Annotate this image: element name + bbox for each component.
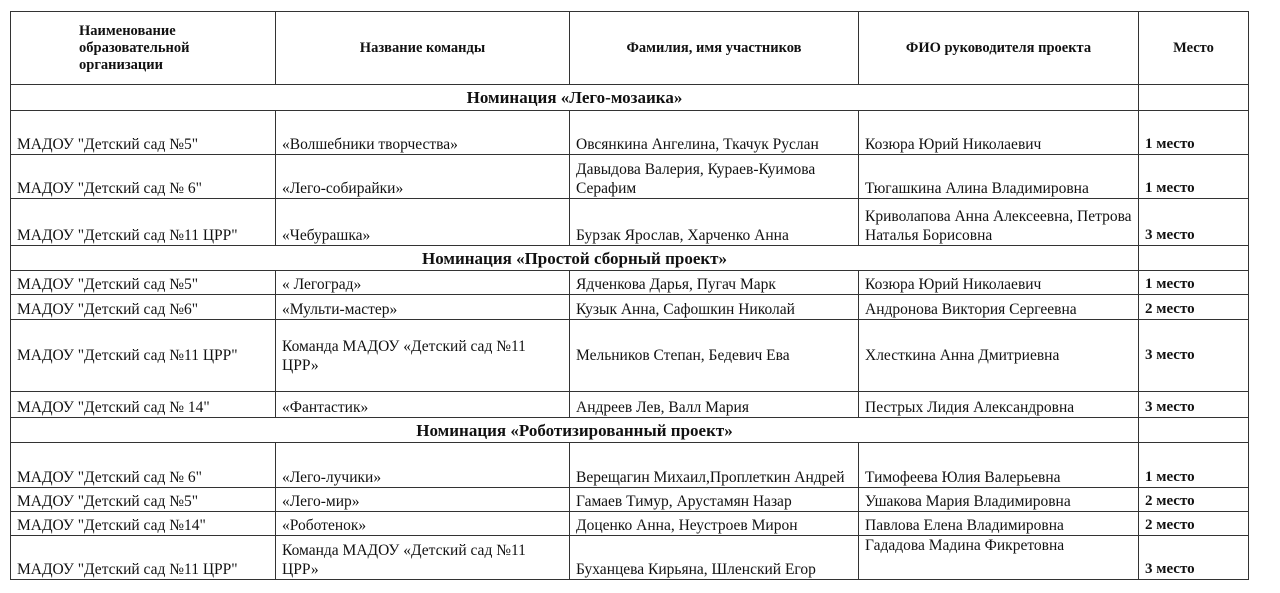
header-participants: Фамилия, имя участников [570,12,859,85]
cell-org: МАДОУ "Детский сад №11 ЦРР" [11,199,276,246]
nomination-row [11,85,1249,111]
cell-org: МАДОУ "Детский сад № 6" [11,443,276,488]
cell-place: 1 место [1139,111,1249,155]
table-row [11,443,1249,488]
cell-leader: Тюгашкина Алина Владимировна [859,155,1139,199]
cell-place: 3 место [1139,199,1249,246]
cell-team: «Мульти-мастер» [276,295,570,320]
cell-place: 1 место [1139,443,1249,488]
table-row [11,295,1249,320]
nomination-title: Номинация «Лего-мозаика» [11,85,1139,111]
empty-cell [1139,85,1249,111]
cell-leader: Андронова Виктория Сергеевна [859,295,1139,320]
table-row [11,536,1249,580]
table-row [11,271,1249,295]
cell-participants: Овсянкина Ангелина, Ткачук Руслан [570,111,859,155]
nomination-row [11,246,1249,271]
cell-leader: Козюра Юрий Николаевич [859,271,1139,295]
cell-participants: Андреев Лев, Валл Мария [570,392,859,418]
cell-participants: Верещагин Михаил,Проплеткин Андрей [570,443,859,488]
cell-leader: Ушакова Мария Владимировна [859,488,1139,512]
table-row [11,320,1249,392]
header-leader: ФИО руководителя проекта [859,12,1139,85]
cell-leader: Криволапова Анна Алексеевна, Петрова Наталья Борисовна [859,199,1139,246]
cell-team: «Лего-собирайки» [276,155,570,199]
cell-place: 3 место [1139,392,1249,418]
cell-leader: Павлова Елена Владимировна [859,512,1139,536]
cell-team: «Роботенок» [276,512,570,536]
cell-place: 1 место [1139,271,1249,295]
cell-place: 2 место [1139,512,1249,536]
header-row [11,12,1249,85]
cell-org: МАДОУ "Детский сад №11 ЦРР" [11,320,276,392]
cell-leader: Хлесткина Анна Дмитриевна [859,320,1139,392]
cell-team: «Фантастик» [276,392,570,418]
cell-leader: Пестрых Лидия Александровна [859,392,1139,418]
empty-cell [1139,418,1249,443]
cell-place: 1 место [1139,155,1249,199]
cell-place: 3 место [1139,536,1249,580]
nomination-title: Номинация «Роботизированный проект» [11,418,1139,443]
cell-team: «Волшебники творчества» [276,111,570,155]
table-row [11,199,1249,246]
cell-participants: Доценко Анна, Неустроев Мирон [570,512,859,536]
cell-leader: Козюра Юрий Николаевич [859,111,1139,155]
cell-place: 3 место [1139,320,1249,392]
cell-place: 2 место [1139,488,1249,512]
header-org: Наименование образовательной организации [11,12,276,85]
cell-team: « Легоград» [276,271,570,295]
cell-participants: Ядченкова Дарья, Пугач Марк [570,271,859,295]
cell-org: МАДОУ "Детский сад №5" [11,111,276,155]
cell-org: МАДОУ "Детский сад №14" [11,512,276,536]
cell-participants: Буханцева Кирьяна, Шленский Егор [570,536,859,580]
cell-org: МАДОУ "Детский сад №5" [11,271,276,295]
cell-participants: Давыдова Валерия, Кураев-Куимова Серафим [570,155,859,199]
cell-participants: Гамаев Тимур, Арустамян Назар [570,488,859,512]
cell-participants: Кузык Анна, Сафошкин Николай [570,295,859,320]
cell-team: «Лего-лучики» [276,443,570,488]
table-row [11,488,1249,512]
cell-participants: Бурзак Ярослав, Харченко Анна [570,199,859,246]
table-row [11,111,1249,155]
header-team: Название команды [276,12,570,85]
cell-participants: Мельников Степан, Бедевич Ева [570,320,859,392]
cell-leader: Тимофеева Юлия Валерьевна [859,443,1139,488]
cell-org: МАДОУ "Детский сад №5" [11,488,276,512]
cell-team: Команда МАДОУ «Детский сад №11 ЦРР» [276,320,570,392]
cell-leader: Гададова Мадина Фикретовна [859,536,1139,580]
cell-team: «Лего-мир» [276,488,570,512]
header-place: Место [1139,12,1249,85]
empty-cell [1139,246,1249,271]
nomination-row [11,418,1249,443]
cell-org: МАДОУ "Детский сад № 6" [11,155,276,199]
results-table [10,11,1249,580]
table-row [11,155,1249,199]
table-row [11,392,1249,418]
cell-team: Команда МАДОУ «Детский сад №11 ЦРР» [276,536,570,580]
cell-team: «Чебурашка» [276,199,570,246]
cell-org: МАДОУ "Детский сад №6" [11,295,276,320]
nomination-title: Номинация «Простой сборный проект» [11,246,1139,271]
cell-org: МАДОУ "Детский сад № 14" [11,392,276,418]
cell-place: 2 место [1139,295,1249,320]
cell-org: МАДОУ "Детский сад №11 ЦРР" [11,536,276,580]
table-row [11,512,1249,536]
